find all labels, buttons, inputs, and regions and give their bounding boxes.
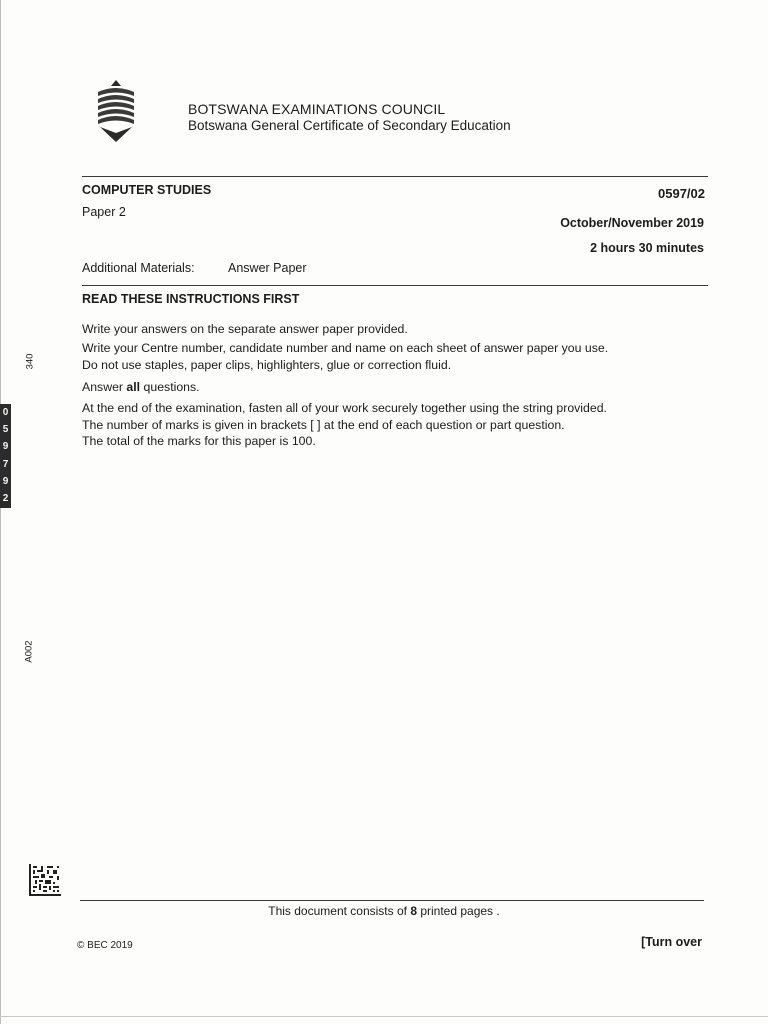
page-bottom-edge xyxy=(0,1016,768,1017)
barcode-digit: 9 xyxy=(2,441,9,453)
materials-value: Answer Paper xyxy=(228,261,307,275)
barcode-digit: 0 xyxy=(2,406,9,418)
instruction-emphasis: all xyxy=(126,380,141,394)
subject-title: COMPUTER STUDIES xyxy=(82,183,212,197)
instruction-line: Write your answers on the separate answer paper provided. xyxy=(82,322,408,336)
instruction-text: questions. xyxy=(140,380,200,394)
instruction-line: At the end of the examination, fasten all of your work securely together using the string provided. xyxy=(82,401,607,415)
divider-middle xyxy=(82,285,708,286)
certificate-name: Botswana General Certificate of Secondary Education xyxy=(188,118,511,133)
barcode-digit: 7 xyxy=(2,458,9,470)
barcode-digit: 9 xyxy=(2,475,9,487)
footer-text: This document consists of xyxy=(268,904,411,918)
side-number-bottom: A002 xyxy=(23,640,35,663)
instruction-line: The number of marks is given in brackets [ ] at the end of each question or part question. xyxy=(82,418,565,432)
page-count-note xyxy=(0,904,768,918)
exam-duration: 2 hours 30 minutes xyxy=(590,241,704,255)
exam-session: October/November 2019 xyxy=(560,216,704,230)
footer-text: printed pages . xyxy=(417,904,500,918)
barcode-digit: 2 xyxy=(2,493,9,505)
data-matrix-code-icon xyxy=(29,864,61,896)
divider-footer xyxy=(80,900,704,901)
copyright: © BEC 2019 xyxy=(77,940,133,951)
instruction-line: The total of the marks for this paper is 100. xyxy=(82,434,316,448)
divider-top xyxy=(82,176,708,177)
barcode-digit: 5 xyxy=(2,423,9,435)
instruction-text: Answer xyxy=(82,380,127,394)
turn-over-label: [Turn over xyxy=(641,935,702,949)
instruction-line: Write your Centre number, candidate number and name on each sheet of answer paper you use. xyxy=(82,341,609,355)
instruction-line xyxy=(82,380,200,394)
instruction-line: Do not use staples, paper clips, highlighters, glue or correction fluid. xyxy=(82,358,452,372)
paper-number: Paper 2 xyxy=(82,205,126,219)
materials-label: Additional Materials: xyxy=(82,261,195,275)
council-name: BOTSWANA EXAMINATIONS COUNCIL xyxy=(188,101,446,117)
bec-logo-icon xyxy=(92,80,140,146)
page-left-edge xyxy=(0,0,1,1024)
syllabus-code: 0597/02 xyxy=(658,186,705,201)
page-count: 8 xyxy=(410,904,417,918)
side-number-top: 340 xyxy=(24,353,36,370)
instructions-heading: READ THESE INSTRUCTIONS FIRST xyxy=(82,292,300,306)
side-barcode-strip xyxy=(0,404,11,508)
